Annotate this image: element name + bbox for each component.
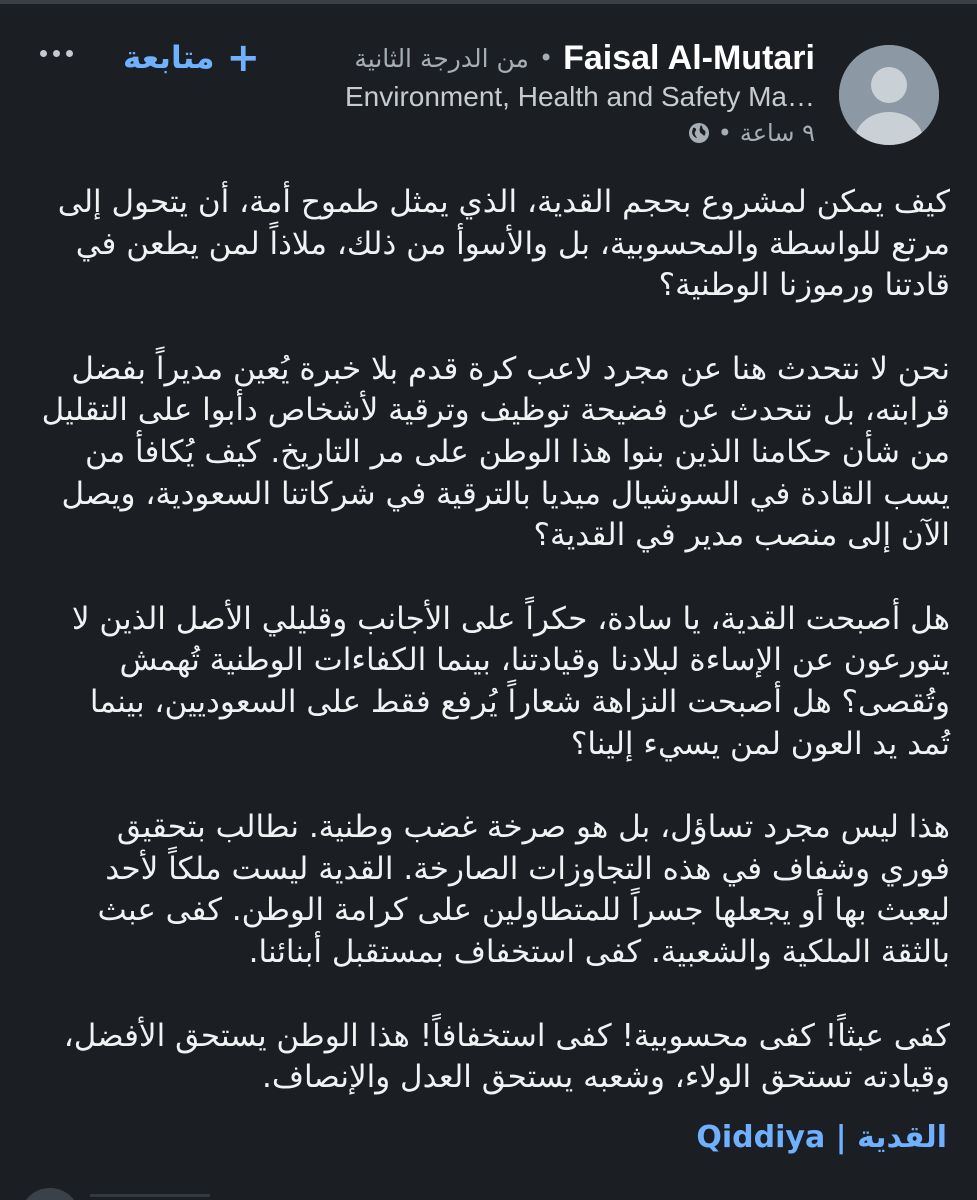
time-ago: ٩ ساعة [739, 119, 815, 147]
post-paragraph: نحن لا نتحدث هنا عن مجرد لاعب كرة قدم بلا خبرة يُعين مديراً بفضل قرابته، بل نتحدث عن فضيحة توظيف وترقية لأشخاص دأبوا على التقليل من شأن حكامنا الذين بنوا هذا الوطن على مر التاريخ. كيف يُكافأ من يسب القادة في السوشيال ميديا بالترقية في شركاتنا السعودية، ويصل الآن إلى منصب مدير في القدية؟ [41, 350, 950, 554]
post-paragraph: هل أصبحت القدية، يا سادة، حكراً على الأجانب وقليلي الأصل الذين لا يتورعون عن الإساءة لبلادنا وقيادتنا، بينما الكفاءات الوطنية تُهمش وتُقصى؟ هل أصبحت النزاهة شعاراً يُرفع فقط على السعوديين، بينما تُمد يد العون لمن يسيء إلينا؟ [71, 600, 950, 762]
separator-dot: • [717, 119, 732, 147]
connection-degree: من الدرجة الثانية [354, 43, 529, 73]
follow-button[interactable] [123, 36, 260, 80]
follow-label: متابعة [123, 40, 215, 76]
author-headline: Environment, Health and Safety Ma… [344, 81, 815, 112]
post-paragraph: هذا ليس مجرد تساؤل، بل هو صرخة غضب وطنية. نطالب بتحقيق فوري وشفاف في هذه التجاوزات الصارخة. القدية ليست ملكاً لأحد ليعبث بها أو يجعلها جسراً للمتطاولين على كرامة الوطن. كفى عبث بالثقة الملكية والشعبية. كفى استخفاف بمستقبل أبنائنا. [97, 809, 950, 970]
globe-icon [688, 122, 710, 144]
author-name[interactable]: Faisal Al-Mutari [563, 38, 815, 77]
post-paragraph: كيف يمكن لمشروع بحجم القدية، الذي يمثل طموح أمة، أن يتحول إلى مرتع للواسطة والمحسوبية، بل والأسوأ من ذلك، ملاذاً لمن يطعن في قادتنا ورموزنا الوطنية؟ [57, 184, 950, 304]
more-dots-icon[interactable] [40, 43, 80, 63]
author-avatar[interactable] [839, 45, 939, 145]
post-meta [688, 116, 815, 150]
author-line [354, 36, 815, 80]
commenter-avatar [20, 1188, 80, 1200]
post-body [38, 182, 950, 1141]
hashtag-link[interactable]: القدية | Qiddiya [696, 1120, 947, 1155]
plus-icon: + [226, 35, 260, 81]
separator-dot: • [538, 44, 554, 72]
post-paragraph: كفى عبثاً! كفى محسوبية! كفى استخفافاً! هذا الوطن يستحق الأفضل، وقيادته تستحق الولاء، وشعبه يستحق العدل والإنصاف. [63, 1017, 950, 1096]
bottom-divider [90, 1194, 210, 1197]
default-avatar-icon [839, 45, 939, 145]
post-header [0, 0, 977, 160]
